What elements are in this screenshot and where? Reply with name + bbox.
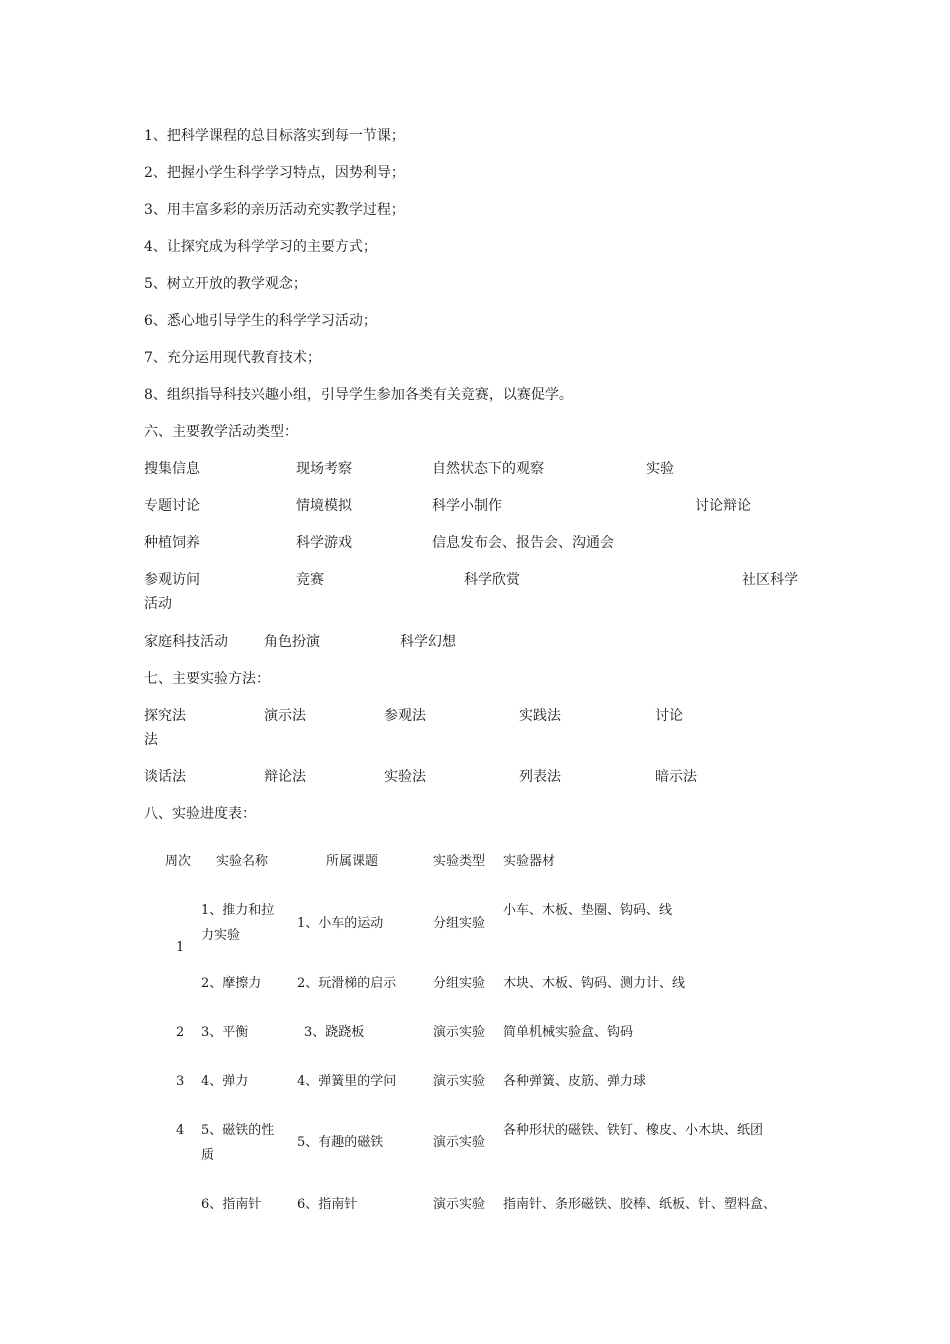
cell-name-wrap: 质 xyxy=(201,1148,215,1163)
cell-week: 4 xyxy=(176,1123,185,1138)
header-topic: 所属课题 xyxy=(326,854,379,869)
cell-equip: 各种弹簧、皮筋、弹力球 xyxy=(503,1074,647,1089)
method-item: 谈话法 xyxy=(144,769,186,785)
cell-name: 6、指南针 xyxy=(201,1197,262,1212)
principle-item-3: 3、用丰富多彩的亲历活动充实教学过程； xyxy=(144,202,405,218)
principle-item-1: 1、把科学课程的总目标落实到每一节课； xyxy=(144,128,405,144)
cell-type: 分组实验 xyxy=(433,916,486,931)
activity-item: 科学游戏 xyxy=(296,535,352,551)
method-item-wrap: 法 xyxy=(144,732,158,748)
cell-week: 3 xyxy=(176,1074,185,1089)
cell-equip: 简单机械实验盒、钩码 xyxy=(503,1025,634,1040)
activity-item: 家庭科技活动 xyxy=(144,634,228,650)
cell-topic: 4、弹簧里的学问 xyxy=(297,1074,397,1089)
activity-item: 社区科学 xyxy=(742,572,798,588)
method-item: 实验法 xyxy=(384,769,426,785)
activity-item: 情境模拟 xyxy=(296,498,352,514)
cell-week: 2 xyxy=(176,1025,185,1040)
cell-topic: 5、有趣的磁铁 xyxy=(297,1135,384,1150)
principle-item-6: 6、悉心地引导学生的科学学习活动； xyxy=(144,313,377,329)
cell-name: 5、磁铁的性 xyxy=(201,1123,275,1138)
activity-item: 竞赛 xyxy=(296,572,324,588)
method-item: 参观法 xyxy=(384,708,426,724)
cell-name: 1、推力和拉 xyxy=(201,903,275,918)
header-name: 实验名称 xyxy=(216,854,269,869)
header-equip: 实验器材 xyxy=(503,854,556,869)
activity-item: 搜集信息 xyxy=(144,461,200,477)
method-item: 暗示法 xyxy=(655,769,697,785)
activity-item: 自然状态下的观察 xyxy=(432,461,544,477)
cell-name: 4、弹力 xyxy=(201,1074,249,1089)
section8-heading: 八、实验进度表： xyxy=(144,806,256,822)
cell-type: 演示实验 xyxy=(433,1074,486,1089)
cell-topic: 3、跷跷板 xyxy=(304,1025,365,1040)
cell-type: 演示实验 xyxy=(433,1135,486,1150)
section6-heading: 六、主要教学活动类型： xyxy=(144,424,298,440)
activity-item: 科学欣赏 xyxy=(464,572,520,588)
method-item: 实践法 xyxy=(519,708,561,724)
cell-topic: 1、小车的运动 xyxy=(297,916,384,931)
method-item: 探究法 xyxy=(144,708,186,724)
activity-item-wrap: 活动 xyxy=(144,596,172,612)
cell-type: 演示实验 xyxy=(433,1197,486,1212)
activity-item: 科学幻想 xyxy=(400,634,456,650)
cell-equip: 木块、木板、钩码、测力计、线 xyxy=(503,976,686,991)
cell-type: 演示实验 xyxy=(433,1025,486,1040)
method-item: 讨论 xyxy=(655,708,683,724)
activity-item: 种植饲养 xyxy=(144,535,200,551)
cell-week: 1 xyxy=(176,940,185,955)
principle-item-7: 7、充分运用现代教育技术； xyxy=(144,350,321,366)
header-week: 周次 xyxy=(165,854,192,869)
principle-item-8: 8、组织指导科技兴趣小组，引导学生参加各类有关竞赛，以赛促学。 xyxy=(144,387,573,403)
header-type: 实验类型 xyxy=(433,854,486,869)
cell-equip: 小车、木板、垫圈、钩码、线 xyxy=(503,903,673,918)
principle-item-5: 5、树立开放的教学观念； xyxy=(144,276,307,292)
activity-item: 现场考察 xyxy=(296,461,352,477)
method-item: 演示法 xyxy=(264,708,306,724)
cell-type: 分组实验 xyxy=(433,976,486,991)
activity-item: 专题讨论 xyxy=(144,498,200,514)
principle-item-2: 2、把握小学生科学学习特点，因势利导； xyxy=(144,165,405,181)
cell-name: 3、平衡 xyxy=(201,1025,249,1040)
cell-topic: 6、指南针 xyxy=(297,1197,358,1212)
cell-equip: 各种形状的磁铁、铁钉、橡皮、小木块、纸团 xyxy=(503,1123,764,1138)
activity-item: 角色扮演 xyxy=(264,634,320,650)
cell-equip: 指南针、条形磁铁、胶棒、纸板、针、塑料盒、 xyxy=(503,1197,777,1212)
cell-name-wrap: 力实验 xyxy=(201,928,241,943)
activity-item: 信息发布会、报告会、沟通会 xyxy=(432,535,614,551)
cell-name: 2、摩擦力 xyxy=(201,976,262,991)
cell-topic: 2、玩滑梯的启示 xyxy=(297,976,397,991)
activity-item: 实验 xyxy=(646,461,674,477)
principle-item-4: 4、让探究成为科学学习的主要方式； xyxy=(144,239,377,255)
section7-heading: 七、主要实验方法： xyxy=(144,671,270,687)
activity-item: 参观访问 xyxy=(144,572,200,588)
method-item: 列表法 xyxy=(519,769,561,785)
method-item: 辩论法 xyxy=(264,769,306,785)
activity-item: 讨论辩论 xyxy=(695,498,751,514)
activity-item: 科学小制作 xyxy=(432,498,502,514)
